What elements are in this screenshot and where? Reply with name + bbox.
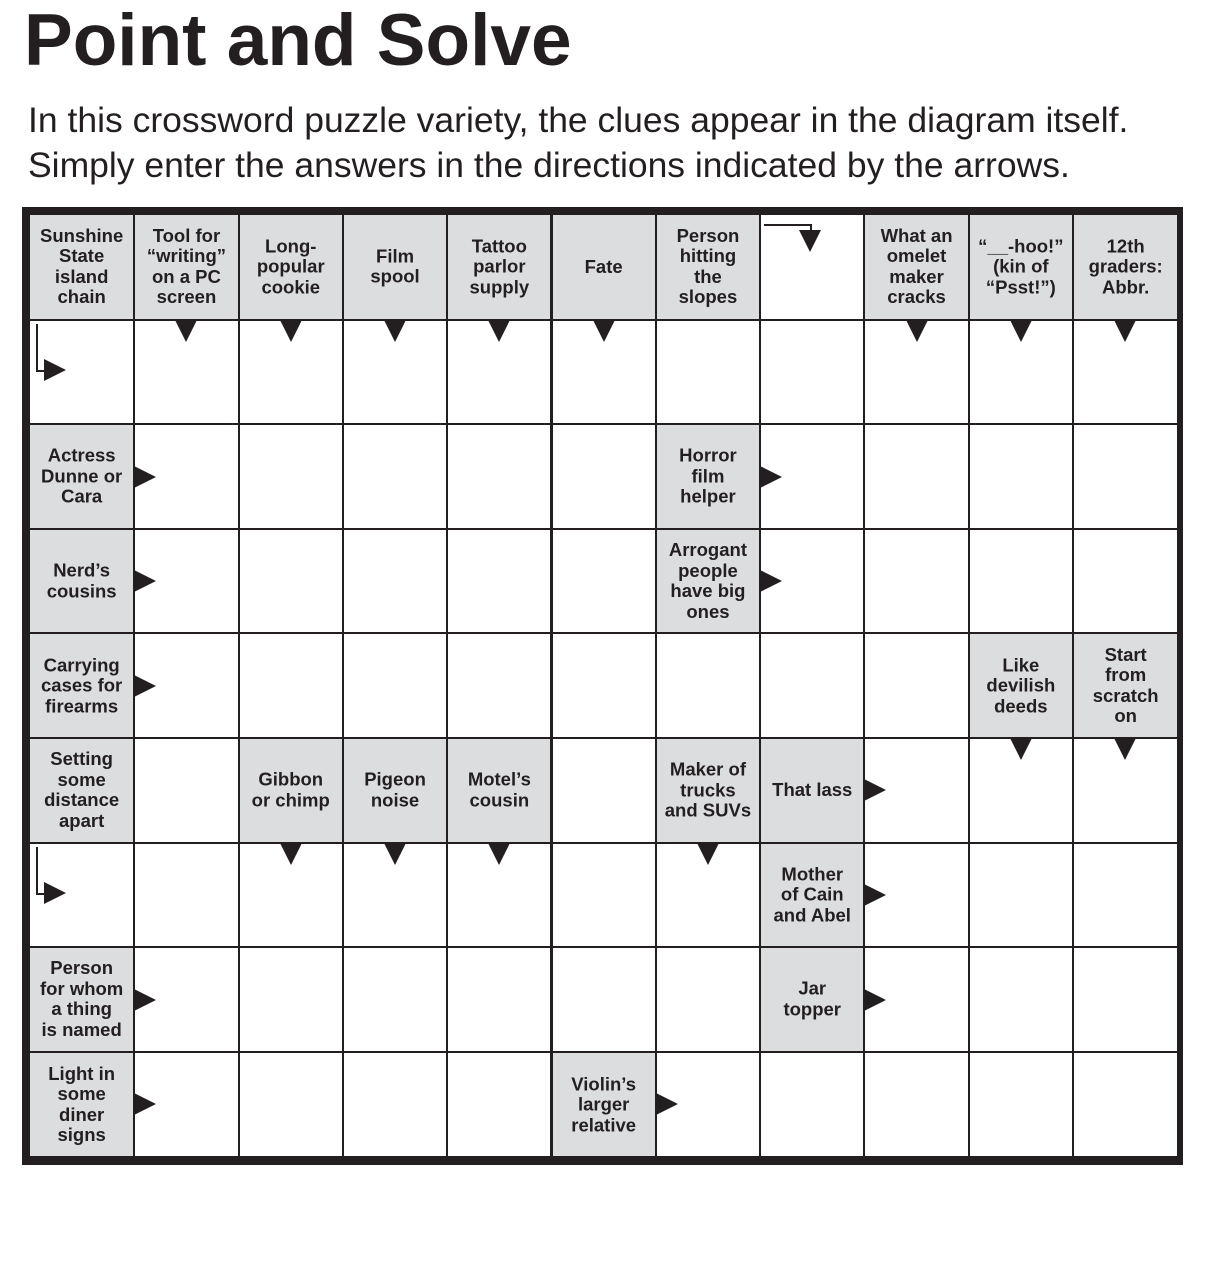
clue-line: signs [57, 1124, 106, 1146]
arrow-right-icon [44, 359, 66, 381]
arrow-right-icon [134, 1093, 156, 1115]
answer-cell[interactable] [970, 1053, 1072, 1157]
clue-cell [970, 215, 1072, 319]
clue-text [30, 446, 133, 508]
clue-line: cousins [46, 580, 117, 602]
instructions-line-2: Simply enter the answers in the directions indicated by the arrows. [28, 145, 1070, 185]
clue-line: helper [680, 485, 736, 507]
arrow-right-icon [760, 570, 782, 592]
clue-line: trucks [680, 779, 736, 801]
clue-cell [657, 425, 759, 528]
clue-cell [657, 739, 759, 842]
clue-line: spool [370, 265, 420, 287]
clue-cell [761, 948, 863, 1051]
answer-cell[interactable] [970, 948, 1072, 1051]
clue-line: distance [44, 789, 120, 811]
clue-line: island [54, 265, 109, 287]
clue-cell [761, 844, 863, 947]
arrow-down-icon [1114, 320, 1136, 342]
answer-cell[interactable] [135, 739, 237, 842]
clue-line: on [1114, 705, 1137, 727]
clue-line: of Cain [780, 883, 844, 905]
clue-text [30, 749, 133, 831]
clue-line: cookie [261, 276, 321, 298]
clue-text [30, 1064, 133, 1146]
clue-line: Film [376, 245, 415, 267]
arrow-right-icon [134, 570, 156, 592]
clue-cell [1074, 215, 1177, 319]
arrow-right-icon [760, 466, 782, 488]
clue-line: Sunshine [40, 224, 124, 246]
instructions [28, 98, 1128, 188]
clue-text [1074, 645, 1177, 727]
clue-line: “Psst!”) [985, 276, 1056, 298]
clue-line: on a PC [152, 265, 221, 287]
clue-cell [1074, 634, 1177, 737]
clue-line: chain [57, 286, 106, 308]
clue-line: scratch [1092, 684, 1159, 706]
clue-cell [240, 739, 342, 842]
arrow-down-icon [1010, 320, 1032, 342]
answer-cell[interactable] [240, 634, 342, 737]
arrow-down-icon [906, 320, 928, 342]
clue-cell [448, 215, 550, 319]
clue-line: Person [50, 957, 113, 979]
clue-line: diner [59, 1103, 105, 1125]
arrow-down-icon [280, 843, 302, 865]
answer-cell[interactable] [448, 425, 550, 528]
arrow-right-icon [44, 882, 66, 904]
clue-line: noise [370, 789, 420, 811]
answer-cell[interactable] [553, 530, 655, 633]
clue-line: Dunne or [41, 465, 123, 487]
clue-cell [865, 215, 967, 319]
arrow-right-icon [864, 884, 886, 906]
clue-line: Arrogant [668, 539, 747, 561]
clue-line: relative [571, 1113, 637, 1135]
clue-line: and SUVs [664, 799, 752, 821]
clue-line: Gibbon [258, 768, 324, 790]
clue-cell [553, 215, 655, 319]
clue-text [240, 770, 342, 811]
answer-cell[interactable] [344, 425, 446, 528]
clue-text [553, 257, 655, 278]
arrow-right-icon [134, 675, 156, 697]
clue-line: “__-hoo!” [978, 235, 1064, 257]
arrow-right-icon [864, 779, 886, 801]
clue-line: Tattoo [471, 235, 527, 257]
arrow-right-icon [134, 989, 156, 1011]
page-title: Point and Solve [24, 0, 572, 81]
clue-line: a thing [51, 998, 112, 1020]
answer-cell[interactable] [553, 425, 655, 528]
clue-line: cracks [887, 286, 946, 308]
clue-line: Jar [798, 977, 827, 999]
arrow-down-icon [799, 230, 821, 252]
answer-cell[interactable] [553, 948, 655, 1051]
clue-text [344, 246, 446, 287]
clue-text [970, 655, 1072, 717]
clue-text [1074, 236, 1177, 298]
answer-cell[interactable] [553, 634, 655, 737]
clue-text [657, 760, 759, 822]
answer-cell[interactable] [448, 1053, 550, 1157]
clue-line: “writing” [146, 245, 227, 267]
clue-cell [761, 739, 863, 842]
answer-cell[interactable] [657, 321, 759, 424]
clue-text [30, 958, 133, 1040]
clue-line: firearms [45, 694, 119, 716]
clue-line: slopes [678, 286, 738, 308]
clue-text [344, 770, 446, 811]
clue-cell [30, 739, 133, 842]
clue-text [30, 561, 133, 602]
clue-cell [657, 530, 759, 633]
answer-cell[interactable] [1074, 948, 1177, 1051]
arrow-down-icon [697, 843, 719, 865]
answer-cell[interactable] [448, 948, 550, 1051]
arrow-right-icon [134, 466, 156, 488]
answer-cell[interactable] [970, 425, 1072, 528]
clue-text [970, 236, 1072, 298]
answer-cell[interactable] [553, 739, 655, 842]
clue-cell [30, 634, 133, 737]
clue-text [240, 236, 342, 298]
arrow-down-icon [593, 320, 615, 342]
clue-cell [135, 215, 237, 319]
clue-cell [657, 215, 759, 319]
answer-cell[interactable] [344, 1053, 446, 1157]
clue-line: Nerd’s [53, 559, 111, 581]
clue-line: Cara [61, 485, 103, 507]
clue-text [657, 446, 759, 508]
clue-text [865, 226, 967, 308]
clue-line: Fate [584, 255, 623, 277]
clue-line: topper [783, 998, 842, 1020]
clue-line: deeds [994, 694, 1048, 716]
clue-line: Mother [781, 863, 844, 885]
answer-cell[interactable] [761, 321, 863, 424]
answer-cell[interactable] [1074, 425, 1177, 528]
clue-line: Like [1002, 653, 1040, 675]
clue-line: Setting [50, 748, 113, 770]
clue-text [135, 226, 237, 308]
clue-text [761, 864, 863, 926]
clue-text [657, 540, 759, 622]
arrow-right-icon [864, 989, 886, 1011]
answer-cell[interactable] [1074, 1053, 1177, 1157]
clue-line: Horror [679, 444, 737, 466]
crossword-grid [30, 215, 1175, 1157]
clue-cell [30, 530, 133, 633]
answer-cell[interactable] [865, 425, 967, 528]
clue-line: Pigeon [364, 768, 426, 790]
answer-cell[interactable] [865, 530, 967, 633]
answer-cell[interactable] [865, 1053, 967, 1157]
answer-cell[interactable] [240, 530, 342, 633]
answer-cell[interactable] [1074, 530, 1177, 633]
answer-cell[interactable] [344, 530, 446, 633]
clue-cell [970, 634, 1072, 737]
answer-cell[interactable] [1074, 844, 1177, 947]
clue-line: Abbr. [1102, 276, 1150, 298]
clue-line: graders: [1088, 255, 1163, 277]
answer-cell[interactable] [344, 948, 446, 1051]
clue-cell [240, 215, 342, 319]
clue-line: popular [256, 255, 325, 277]
arrow-down-icon [1010, 738, 1032, 760]
arrow-down-icon [280, 320, 302, 342]
answer-cell[interactable] [761, 634, 863, 737]
clue-text [761, 780, 863, 801]
clue-line: maker [889, 265, 944, 287]
answer-cell[interactable] [344, 634, 446, 737]
clue-line: cases for [41, 674, 123, 696]
clue-line: State [59, 245, 105, 267]
clue-line: cousin [469, 789, 530, 811]
clue-line: devilish [986, 674, 1056, 696]
arrow-down-icon [488, 320, 510, 342]
clue-text [657, 226, 759, 308]
clue-line: 12th [1106, 235, 1145, 257]
answer-cell[interactable] [240, 1053, 342, 1157]
crossword-board [22, 207, 1183, 1165]
arrow-down-icon [384, 843, 406, 865]
clue-cell [553, 1053, 655, 1157]
clue-line: Light in [48, 1062, 116, 1084]
clue-line: Person [676, 224, 740, 246]
clue-line: ones [686, 600, 730, 622]
arrow-down-icon [384, 320, 406, 342]
clue-text [448, 236, 550, 298]
clue-cell [344, 739, 446, 842]
clue-line: Start [1104, 643, 1147, 665]
clue-line: apart [59, 809, 105, 831]
clue-cell [344, 215, 446, 319]
clue-text [761, 979, 863, 1020]
clue-line: Tool for [152, 224, 221, 246]
clue-line: (kin of [993, 255, 1049, 277]
clue-line: some [57, 1083, 106, 1105]
clue-cell [30, 425, 133, 528]
answer-cell[interactable] [448, 530, 550, 633]
clue-cell [30, 948, 133, 1051]
clue-line: from [1105, 664, 1147, 686]
clue-line: people [678, 559, 738, 581]
instructions-line-1: In this crossword puzzle variety, the clues appear in the diagram itself. [28, 100, 1129, 140]
answer-cell[interactable] [970, 530, 1072, 633]
clue-line: Long- [265, 235, 317, 257]
answer-cell[interactable] [240, 948, 342, 1051]
clue-line: Violin’s [571, 1072, 637, 1094]
clue-text [30, 655, 133, 717]
answer-cell[interactable] [240, 425, 342, 528]
arrow-down-icon [1114, 738, 1136, 760]
clue-line: That lass [772, 779, 853, 801]
clue-line: What an [880, 224, 953, 246]
answer-cell[interactable] [448, 634, 550, 737]
answer-cell[interactable] [865, 634, 967, 737]
clue-line: Carrying [43, 653, 120, 675]
clue-line: or chimp [251, 789, 330, 811]
clue-line: some [57, 768, 106, 790]
clue-line: larger [577, 1093, 630, 1115]
answer-cell[interactable] [970, 844, 1072, 947]
clue-line: screen [156, 286, 217, 308]
clue-line: the [694, 265, 722, 287]
arrow-right-icon [656, 1093, 678, 1115]
clue-line: hitting [679, 245, 737, 267]
clue-line: parlor [473, 255, 526, 277]
answer-cell[interactable] [553, 844, 655, 947]
arrow-down-icon [488, 843, 510, 865]
answer-cell[interactable] [657, 948, 759, 1051]
clue-text [553, 1074, 655, 1136]
clue-line: and Abel [773, 904, 851, 926]
clue-line: Maker of [669, 758, 746, 780]
clue-line: Motel’s [467, 768, 531, 790]
answer-cell[interactable] [135, 844, 237, 947]
clue-cell [30, 215, 133, 319]
clue-line: for whom [40, 977, 124, 999]
clue-cell [30, 1053, 133, 1157]
clue-text [30, 226, 133, 308]
answer-cell[interactable] [761, 1053, 863, 1157]
clue-line: omelet [886, 245, 947, 267]
clue-line: Actress [47, 444, 116, 466]
clue-cell [448, 739, 550, 842]
clue-line: film [691, 465, 725, 487]
clue-line: is named [41, 1018, 122, 1040]
arrow-down-icon [175, 320, 197, 342]
clue-text [448, 770, 550, 811]
clue-line: have big [670, 580, 746, 602]
clue-line: supply [469, 276, 530, 298]
answer-cell[interactable] [657, 634, 759, 737]
